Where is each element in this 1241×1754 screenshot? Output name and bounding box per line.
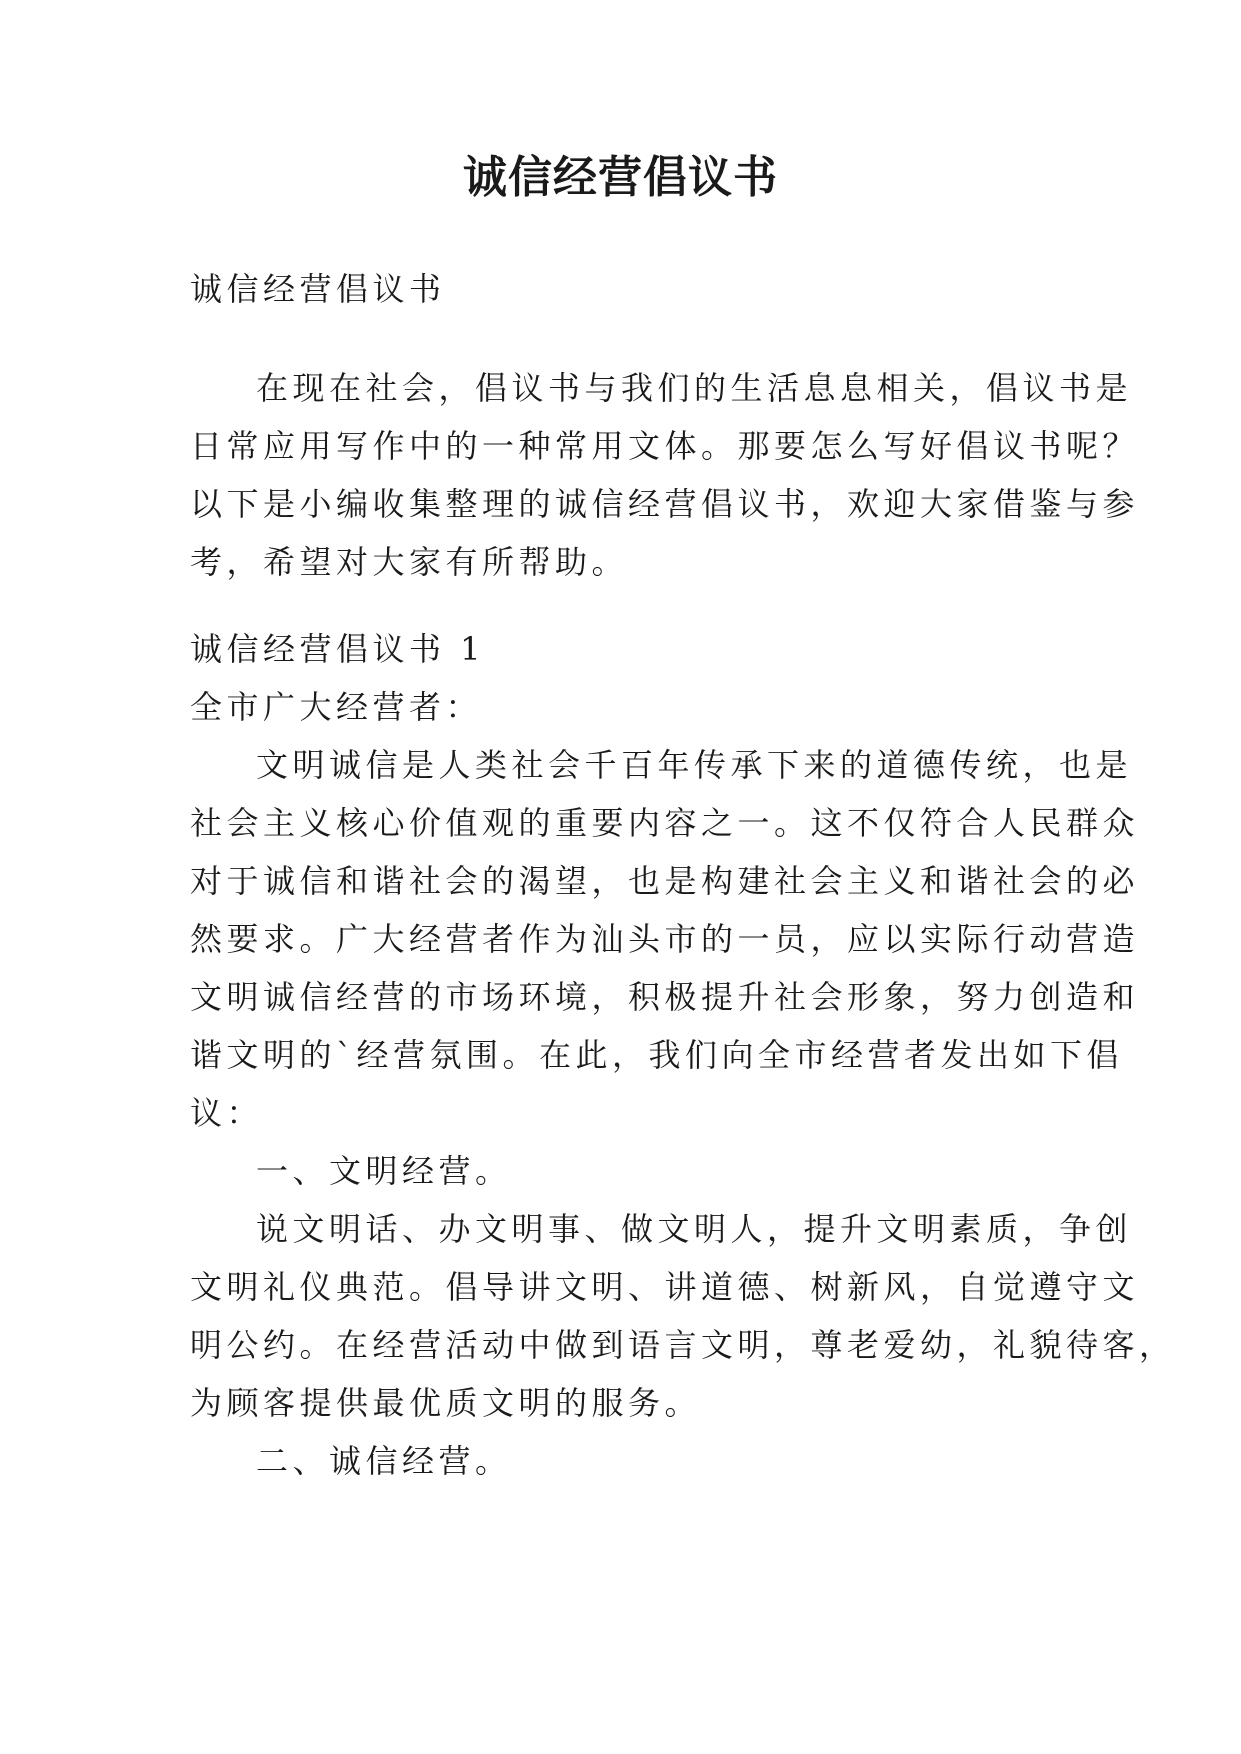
para1-line: 谐文明的`经营氛围。在此，我们向全市经营者发出如下倡 [190,1036,1124,1074]
point1-line: 说文明话、办文明事、做文明人，提升文明素质，争创 [256,1210,1133,1248]
point1-line: 为顾客提供最优质文明的服务。 [190,1384,702,1422]
section-heading: 诚信经营倡议书 1 [190,630,486,668]
para1-line: 社会主义核心价值观的重要内容之一。这不仅符合人民群众 [190,804,1140,842]
point1-line: 文明礼仪典范。倡导讲文明、讲道德、树新风，自觉遵守文 [190,1268,1140,1306]
point1-heading: 一、文明经营。 [256,1152,512,1190]
document-title: 诚信经营倡议书 [463,152,778,203]
para1-line: 然要求。广大经营者作为汕头市的一员，应以实际行动营造 [190,920,1140,958]
document-subtitle [190,260,1058,318]
para1-line: 议： [190,1094,264,1132]
para1-line: 文明诚信是人类社会千百年传承下来的道德传统，也是 [256,746,1133,784]
subtitle-text: 诚信经营倡议书 [190,270,446,308]
letter-body [190,620,1176,1490]
point1-line: 明公约。在经营活动中做到语言文明，尊老爱幼，礼貌待客， [190,1326,1176,1364]
para1-line: 文明诚信经营的市场环境，积极提升社会形象，努力创造和 [190,978,1140,1016]
salutation: 全市广大经营者： [190,688,483,726]
point2-heading: 二、诚信经营。 [256,1442,512,1480]
intro-paragraph [190,359,1140,591]
intro-line: 在现在社会，倡议书与我们的生活息息相关，倡议书是 [256,369,1133,407]
intro-line: 考，希望对大家有所帮助。 [190,543,629,581]
intro-line: 以下是小编收集整理的诚信经营倡议书，欢迎大家借鉴与参 [190,485,1140,523]
intro-line: 日常应用写作中的一种常用文体。那要怎么写好倡议书呢？ [190,427,1140,465]
para1-line: 对于诚信和谐社会的渴望，也是构建社会主义和谐社会的必 [190,862,1140,900]
